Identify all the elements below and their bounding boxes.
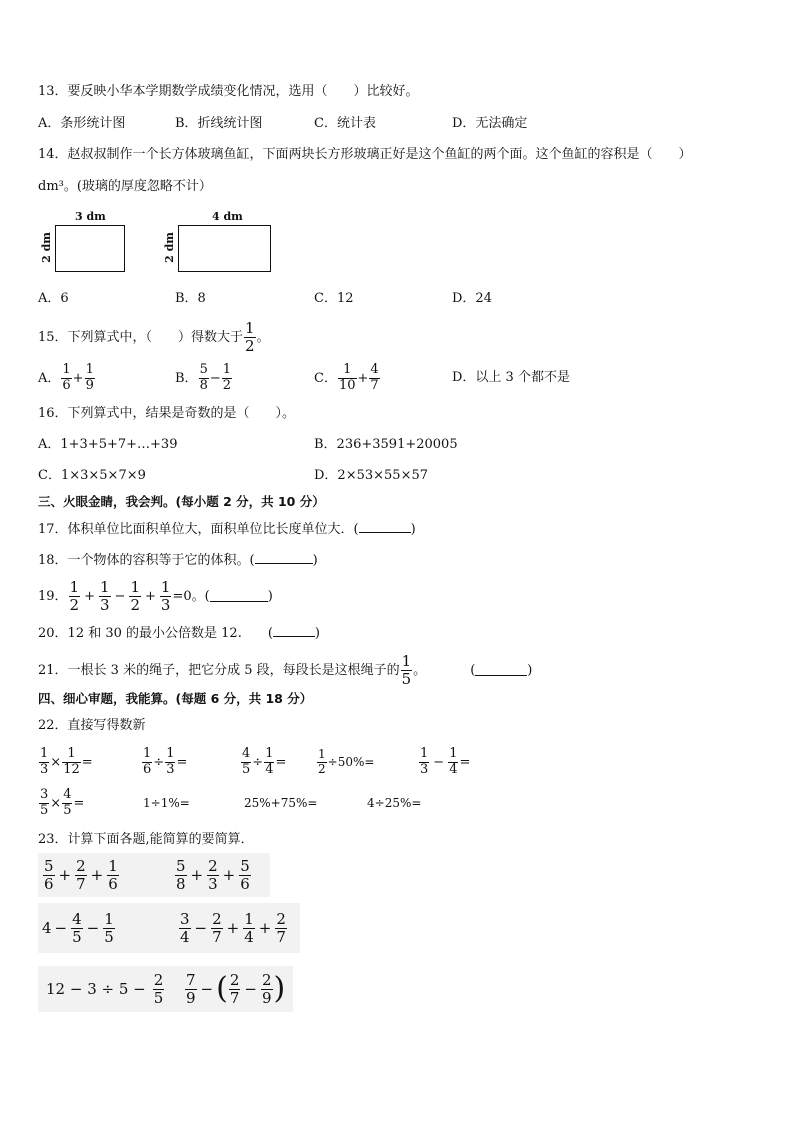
q23-expr-6: $\frac{7}{9}$ − ( $\frac{2}{7}$ − $\frac{2}{9}$ )	[186, 971, 286, 1007]
q13-option-b[interactable]: B．折线统计图	[175, 116, 263, 131]
fraction: $\frac{2}{7}$	[229, 971, 240, 1007]
fraction: $\frac{1}{3}$	[40, 746, 49, 777]
fraction: $\frac{5}{8}$	[199, 362, 208, 393]
q14-stem: 14．赵叔叔制作一个长方体玻璃鱼缸，下面两块长方形玻璃正好是这个鱼缸的两个面。这个鱼缸的容积是（ ）	[38, 147, 692, 162]
q23-row-1	[38, 853, 270, 897]
q13-option-d[interactable]: D．无法确定	[452, 116, 528, 131]
q15-stem-text: 15．下列算式中，（ ）得数大于	[38, 329, 244, 345]
q15-half-fraction: $\frac{1}{2}$	[245, 319, 255, 355]
q16-option-a[interactable]: A．1+3+5+7+…+39	[38, 437, 178, 452]
q23-row-3	[38, 966, 293, 1012]
q13-option-a[interactable]: A．条形统计图	[38, 116, 126, 131]
section-3-title: 三、火眼金睛，我会判。(每小题 2 分，共 10 分）	[38, 494, 325, 509]
q23-expr-4: $\frac{3}{4}$ − $\frac{2}{7}$ + $\frac{1}{4}$ + $\frac{2}{7}$	[180, 910, 286, 946]
fraction: $\frac{1}{10}$	[338, 362, 356, 393]
fraction: $\frac{2}{3}$	[208, 857, 218, 893]
q16-option-b[interactable]: B．236+3591+20005	[314, 437, 458, 452]
fraction: $\frac{1}{6}$	[143, 746, 152, 777]
q23-expr-3: 4 − $\frac{4}{5}$ − $\frac{1}{5}$	[42, 910, 114, 946]
q15-option-c[interactable]: C． $\frac{1}{10}$ + $\frac{4}{7}$	[314, 362, 379, 393]
q14-stem-unit: dm³。(玻璃的厚度忽略不计）	[38, 179, 212, 194]
fraction: $\frac{1}{3}$	[160, 578, 171, 614]
fraction: $\frac{1}{3}$	[100, 578, 110, 614]
q16-stem: 16．下列算式中，结果是奇数的是（ ）。	[38, 406, 296, 421]
fraction: $\frac{2}{7}$	[276, 910, 286, 946]
fraction: $\frac{3}{5}$	[40, 787, 49, 818]
fraction: $\frac{5}{6}$	[240, 857, 250, 893]
q14-fig1-height-label: 2 dm	[39, 232, 53, 263]
answer-blank[interactable]	[475, 665, 527, 676]
fraction: $\frac{1}{6}$	[108, 857, 118, 893]
fraction: $\frac{7}{9}$	[186, 971, 196, 1007]
q20: 20．12 和 30 的最小公倍数是 12. ( )	[38, 626, 320, 641]
fraction: $\frac{1}{4}$	[449, 746, 458, 777]
answer-blank[interactable]	[359, 522, 411, 533]
q15-stem	[38, 320, 270, 354]
q23-row-2	[38, 903, 300, 953]
q14-option-a[interactable]: A．6	[38, 291, 69, 306]
q15-option-a[interactable]: A． $\frac{1}{6}$ + $\frac{1}{9}$	[38, 362, 94, 393]
q19: 19． $\frac{1}{2}$ + $\frac{1}{3}$ − $\frac{1}{2}$ + $\frac{1}{3}$ =0。( )	[38, 578, 273, 614]
fraction: $\frac{1}{2}$	[318, 747, 326, 776]
fraction: $\frac{4}{5}$	[63, 787, 72, 818]
q16-option-d[interactable]: D．2×53×55×57	[314, 468, 428, 483]
fraction: $\frac{2}{7}$	[76, 857, 86, 893]
q13-stem: 13．要反映小华本学期数学成绩变化情况，选用（ ）比较好。	[38, 84, 419, 99]
fraction: $\frac{1}{9}$	[85, 362, 94, 393]
q23-expr-2: $\frac{5}{8}$ + $\frac{2}{3}$ + $\frac{5}{6}$	[176, 857, 250, 893]
fraction: $\frac{4}{7}$	[370, 362, 379, 393]
q14-fig1-width-label: 3 dm	[75, 210, 106, 223]
q15-stem-end: 。	[256, 329, 270, 345]
q15-option-d[interactable]: D．以上 3 个都不是	[452, 370, 570, 385]
q22-expr-3: $\frac{4}{5}$ ÷ $\frac{1}{4}$ =	[242, 746, 287, 777]
q22-expr-4: $\frac{1}{2}$ ÷50%=	[318, 747, 375, 776]
q23-expr-1: $\frac{5}{6}$ + $\frac{2}{7}$ + $\frac{1}{6}$	[44, 857, 118, 893]
fraction: $\frac{2}{7}$	[212, 910, 222, 946]
q18: 18．一个物体的容积等于它的体积。( )	[38, 553, 318, 568]
fraction: $\frac{1}{2}$	[69, 578, 80, 614]
q22-expr-7: 1÷1%=	[143, 796, 190, 810]
fraction: $\frac{2}{5}$	[153, 971, 164, 1007]
q13-option-c[interactable]: C．统计表	[314, 116, 376, 131]
answer-blank[interactable]	[210, 591, 268, 602]
q14-fig2-rect	[178, 225, 271, 272]
q17: 17．体积单位比面积单位大，面积单位比长度单位大．( )	[38, 522, 416, 537]
answer-blank[interactable]	[273, 626, 315, 637]
q14-option-d[interactable]: D．24	[452, 291, 492, 306]
fraction: $\frac{4}{5}$	[72, 910, 82, 946]
q22-expr-5: $\frac{1}{3}$ − $\frac{1}{4}$ =	[420, 746, 471, 777]
q23-expr-5: 12 − 3 ÷ 5 − $\frac{2}{5}$	[46, 971, 164, 1007]
q14-fig2-width-label: 4 dm	[212, 210, 243, 223]
fraction: $\frac{1}{12}$	[63, 746, 80, 777]
fraction: $\frac{3}{4}$	[180, 910, 190, 946]
q14-option-c[interactable]: C．12	[314, 291, 354, 306]
q14-fig2-height-label: 2 dm	[162, 232, 176, 263]
q22-expr-8: 25%+75%=	[244, 796, 318, 810]
q23-stem: 23．计算下面各题,能简算的要简算．	[38, 832, 254, 847]
fraction: $\frac{1}{2}$	[130, 578, 140, 614]
q22-stem: 22．直接写得数新	[38, 718, 146, 733]
fraction: $\frac{2}{9}$	[261, 971, 272, 1007]
q22-expr-6: $\frac{3}{5}$ × $\frac{4}{5}$ =	[40, 787, 85, 818]
q21: 21．一根长 3 米的绳子，把它分成 5 段，每段长是这根绳子的 $\frac{1}{5}$ 。 ( )	[38, 652, 533, 688]
fraction: $\frac{1}{5}$	[401, 652, 412, 688]
fraction: $\frac{4}{5}$	[242, 746, 251, 777]
answer-blank[interactable]	[255, 553, 313, 564]
q22-expr-1: $\frac{1}{3}$ × $\frac{1}{12}$ =	[40, 746, 93, 777]
fraction: $\frac{1}{4}$	[244, 910, 254, 946]
fraction: $\frac{1}{4}$	[265, 746, 274, 777]
fraction: $\frac{1}{3}$	[420, 746, 429, 777]
q14-fig1-rect	[55, 225, 125, 272]
q15-option-b[interactable]: B． $\frac{5}{8}$ − $\frac{1}{2}$	[175, 362, 232, 393]
section-4-title: 四、细心审题，我能算。(每题 6 分，共 18 分）	[38, 691, 313, 706]
fraction: $\frac{1}{2}$	[222, 362, 232, 393]
q14-option-b[interactable]: B．8	[175, 291, 206, 306]
q22-expr-9: 4÷25%=	[367, 796, 422, 810]
fraction: $\frac{5}{8}$	[176, 857, 186, 893]
fraction: $\frac{1}{3}$	[166, 746, 175, 777]
fraction: $\frac{5}{6}$	[44, 857, 54, 893]
fraction: $\frac{1}{6}$	[62, 362, 71, 393]
fraction: $\frac{1}{5}$	[104, 910, 114, 946]
q22-expr-2: $\frac{1}{6}$ ÷ $\frac{1}{3}$ =	[143, 746, 188, 777]
q16-option-c[interactable]: C．1×3×5×7×9	[38, 468, 146, 483]
